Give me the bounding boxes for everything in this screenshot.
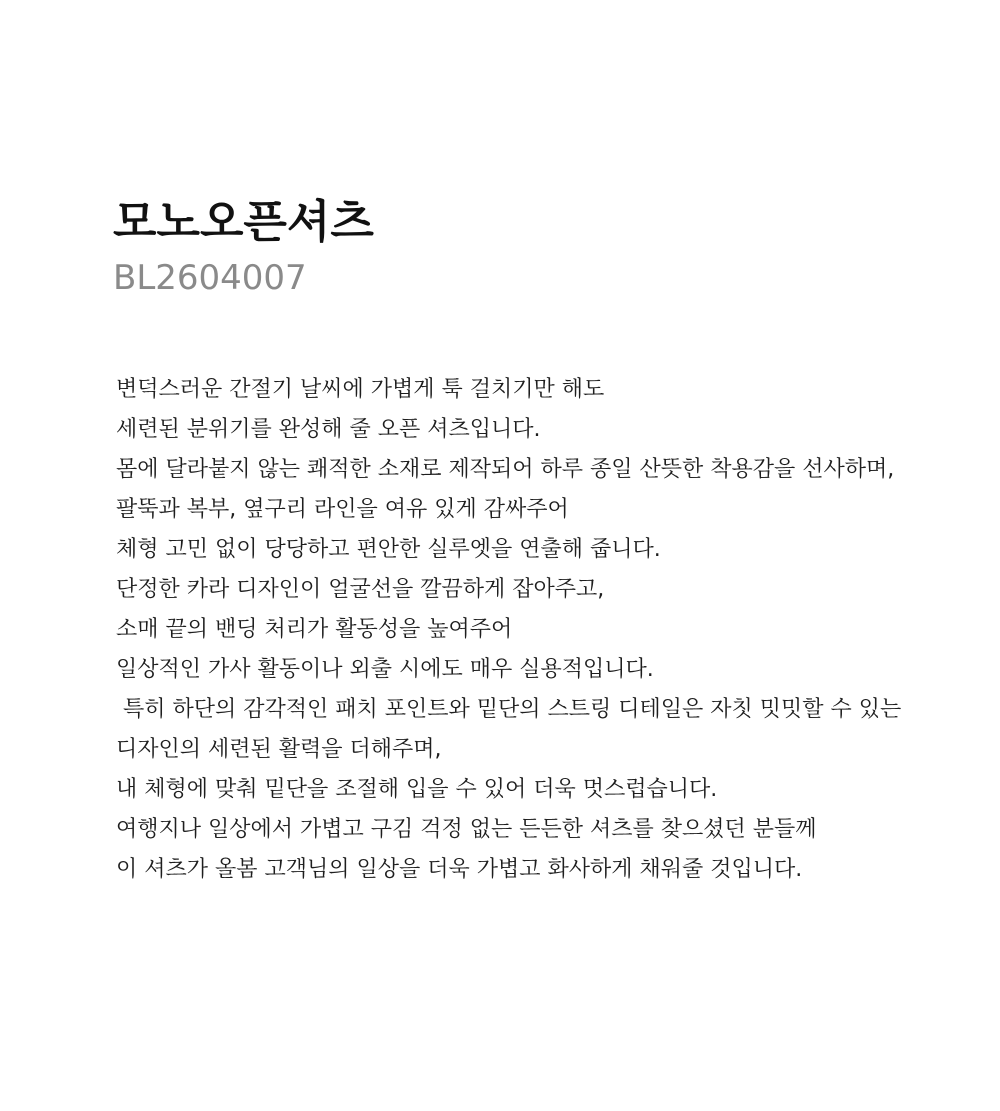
description-line: 일상적인 가사 활동이나 외출 시에도 매우 실용적입니다. (116, 657, 654, 682)
description-line: 체형 고민 없이 당당하고 편안한 실루엣을 연출해 줍니다. (116, 537, 661, 562)
description-line: 단정한 카라 디자인이 얼굴선을 깔끔하게 잡아주고, (116, 577, 605, 602)
description-line: 소매 끝의 밴딩 처리가 활동성을 높여주어 (116, 617, 513, 642)
description-line: 세련된 분위기를 완성해 줄 오픈 셔츠입니다. (116, 417, 541, 442)
product-code: BL2604007 (113, 258, 307, 298)
product-name: 모노오픈셔츠 (113, 195, 374, 248)
description-line: 디자인의 세련된 활력을 더해주며, (116, 737, 442, 762)
description-line: 변덕스러운 간절기 날씨에 가볍게 툭 걸치기만 해도 (116, 377, 605, 402)
description-line: 몸에 달라붙지 않는 쾌적한 소재로 제작되어 하루 종일 산뜻한 착용감을 선사하며, (116, 457, 895, 482)
description-line: 특히 하단의 감각적인 패치 포인트와 밑단의 스트링 디테일은 자칫 밋밋할 수 있는 (116, 697, 902, 722)
description-line: 팔뚝과 복부, 옆구리 라인을 여유 있게 감싸주어 (116, 497, 569, 522)
description-line: 여행지나 일상에서 가볍고 구김 걱정 없는 든든한 셔츠를 찾으셨던 분들께 (116, 817, 817, 842)
description-line: 이 셔츠가 올봄 고객님의 일상을 더욱 가볍고 화사하게 채워줄 것입니다. (116, 857, 803, 882)
description-line: 내 체형에 맞춰 밑단을 조절해 입을 수 있어 더욱 멋스럽습니다. (116, 777, 718, 802)
product-header (113, 190, 973, 301)
product-description (116, 370, 976, 890)
